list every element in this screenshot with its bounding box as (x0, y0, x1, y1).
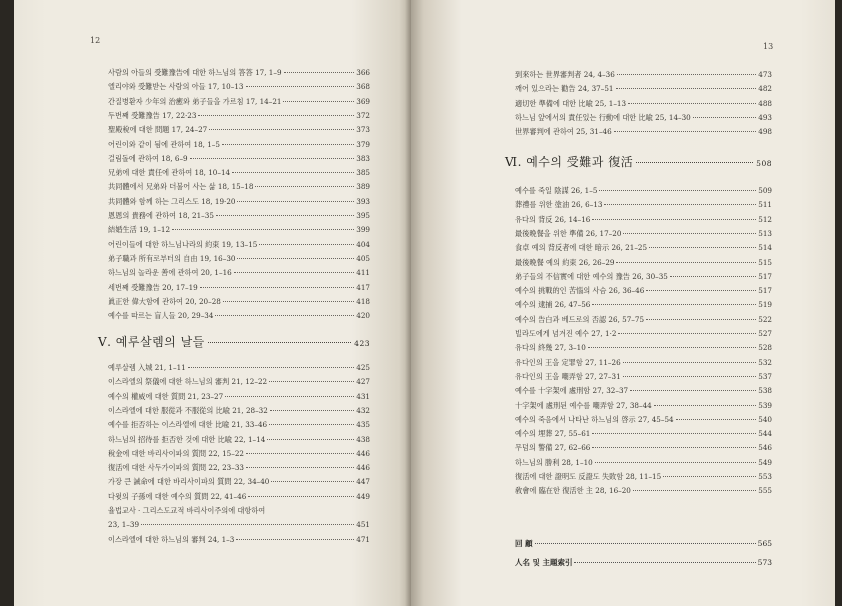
toc-entry-page: 449 (356, 491, 370, 501)
toc-entry (108, 225, 370, 235)
toc-entry-title: 兄弟에 대한 責任에 관하여 18, 10–14 (108, 168, 231, 178)
toc-entry (515, 127, 772, 137)
dot-leader (614, 130, 757, 132)
toc-entry (108, 492, 370, 502)
toc-entry-page: 555 (758, 486, 772, 496)
toc-entry-title: 가장 큰 誡命에 대한 바리사이파의 質問 22, 34–40 (108, 477, 270, 487)
dot-leader (636, 161, 753, 163)
back-matter-title: 回 顧 (515, 539, 533, 548)
toc-entry-title: 걸림돌에 관하여 18, 6–9 (108, 153, 188, 163)
toc-entry-title: 弟子職과 所有로부터의 自由 19, 16–30 (108, 253, 236, 263)
toc-entry-page: 432 (356, 405, 370, 415)
toc-entry-title: 하느님의 勝利 28, 1–10 (515, 457, 593, 467)
chapter-title: Ⅴ. 예루살렘의 날들 (98, 335, 205, 349)
toc-entry (515, 99, 772, 109)
toc-entry-title: 어린이와 같이 됨에 관하여 18, 1–5 (108, 139, 220, 149)
toc-entry-title: 빌라도에게 넘겨진 예수 27, 1·2 (515, 329, 617, 338)
toc-entry (515, 215, 772, 225)
toc-entry-page: 519 (758, 300, 772, 310)
dot-leader (623, 375, 757, 377)
toc-entry-page: 372 (356, 110, 370, 120)
chapter-page: 423 (354, 339, 370, 348)
chapter-heading-vi (505, 153, 772, 170)
toc-entry-page: 532 (758, 357, 772, 367)
dot-leader (271, 480, 354, 482)
toc-entry (515, 458, 772, 468)
toc-entry (108, 140, 370, 150)
toc-entry (108, 268, 370, 278)
toc-entry-title: 弟子들의 不信實에 대한 예수의 豫告 26, 30–35 (515, 271, 668, 281)
toc-entry-title: 예수를 十字架에 處刑함 27, 32–37 (515, 386, 629, 396)
toc-entry-title: 葬禮를 위한 塗油 26, 6–13 (515, 200, 603, 210)
toc-entry (108, 311, 370, 321)
toc-entry-title: 율법교사 · 그리스도교적 바리사이주의에 대항하여 (108, 506, 266, 515)
dot-leader (663, 475, 756, 477)
dot-leader (617, 73, 756, 75)
toc-entry-page: 427 (356, 377, 370, 387)
dot-leader (246, 466, 354, 468)
toc-entry-title: 結婚生活 19, 1–12 (108, 225, 171, 235)
dot-leader (592, 303, 756, 305)
toc-entry-title: 예수를 拒否하는 이스라엘에 대한 比喩 21, 33–46 (108, 420, 268, 430)
back-matter-page: 573 (757, 558, 772, 567)
toc-entry-title: 예루살렘 入城 21, 1–11 (108, 363, 186, 372)
toc-entry-title: 適切한 準備에 대한 比喩 25, 1–13 (515, 98, 627, 108)
toc-entry (108, 182, 370, 192)
back-matter-title: 人名 및 主題索引 (515, 558, 573, 567)
dot-leader (628, 102, 756, 104)
dot-leader (270, 409, 354, 411)
dot-leader (200, 286, 355, 288)
toc-entry-page: 385 (356, 168, 370, 178)
toc-entry-page: 389 (356, 182, 370, 192)
dot-leader (248, 495, 354, 497)
toc-entry-title: 聖殿稅에 대한 問題 17, 24–27 (108, 125, 208, 135)
toc-entry-title: 다윗의 子孫에 대한 예수의 質問 22, 41–46 (108, 491, 247, 501)
toc-entry (108, 449, 370, 459)
dot-leader (222, 143, 354, 145)
toc-entry-title: 稅金에 대한 바리사이파의 質問 22, 15–22 (108, 448, 244, 458)
toc-entry (515, 186, 772, 196)
toc-entry (108, 68, 370, 78)
back-matter-page: 565 (757, 539, 772, 548)
toc-entry (108, 154, 370, 164)
toc-entry-title: 예수의 죽음에서 나타난 하느님의 啓示 27, 45–54 (515, 414, 674, 424)
toc-entry-page: 537 (758, 371, 772, 381)
toc-entry (515, 372, 772, 382)
toc-entry (108, 506, 370, 516)
toc-entry (108, 283, 370, 293)
toc-entry-title: 예수의 挑戰的인 苦惱의 사슴 26, 36–46 (515, 286, 645, 296)
dot-leader (616, 87, 757, 89)
toc-entry-page: 425 (356, 363, 370, 372)
dot-leader (269, 423, 354, 425)
toc-entry (515, 300, 772, 310)
toc-entry-title: 예수의 逮捕 26, 47–56 (515, 300, 591, 310)
dot-leader (223, 300, 354, 302)
toc-entry-title: 유다인의 王을 嘲弄함 27, 27–31 (515, 371, 621, 381)
dot-leader (649, 246, 756, 248)
toc-entry (515, 358, 772, 368)
toc-entry-title: 敎會에 臨在한 復活한 主 28, 16–20 (515, 486, 631, 496)
dot-leader (198, 114, 354, 116)
toc-entry (108, 125, 370, 135)
toc-entry (515, 113, 772, 123)
toc-entry-title: 사람의 아들의 受難豫告에 대한 하느님의 答答 17, 1–9 (108, 68, 282, 77)
dot-leader (216, 214, 354, 216)
toc-entry-title: 十字架에 處刑된 예수를 嘲弄함 27, 38–44 (515, 400, 652, 410)
toc-entry-title: 유다의 終幾 27, 3–10 (515, 343, 586, 353)
toc-entry-page: 451 (356, 520, 370, 530)
toc-entry-page: 399 (356, 225, 370, 235)
dot-leader (604, 203, 756, 205)
toc-entry-page: 446 (356, 448, 370, 458)
toc-entry (108, 97, 370, 107)
dot-leader (592, 432, 756, 434)
dot-leader (592, 446, 756, 448)
toc-entry-title: 간질병환자 少年의 治癒와 弟子들을 가르침 17, 14–21 (108, 96, 282, 106)
toc-entry (108, 435, 370, 445)
dot-leader (633, 489, 756, 491)
toc-entry-page: 540 (758, 414, 772, 424)
chapter-heading-v (98, 333, 370, 350)
toc-entry-page: 383 (356, 153, 370, 163)
toc-entry-page: 515 (758, 257, 772, 267)
toc-entry (108, 168, 370, 178)
toc-entry-title: 復活에 대한 證明도 反證도 失敗함 28, 11–15 (515, 472, 662, 481)
dot-leader (237, 200, 354, 202)
toc-entry (515, 286, 772, 296)
toc-entry (108, 240, 370, 250)
dot-leader (208, 341, 351, 343)
toc-entry-page: 379 (356, 139, 370, 149)
toc-entry-page: 417 (356, 282, 370, 292)
dot-leader (141, 523, 354, 525)
dot-leader (215, 314, 354, 316)
toc-entry-title: 恩恩의 貴務에 관하여 18, 21–35 (108, 211, 214, 220)
toc-entry-page: 411 (356, 268, 370, 278)
toc-entry-page: 373 (356, 125, 370, 135)
toc-entry-page: 446 (356, 463, 370, 473)
dot-leader (172, 228, 354, 230)
dot-leader (670, 275, 756, 277)
dot-leader (595, 461, 757, 463)
page-number-right: 13 (763, 42, 774, 51)
toc-entry (515, 229, 772, 239)
dot-leader (623, 232, 756, 234)
toc-entry-page: 509 (758, 186, 772, 195)
toc-entry-title: 이스라엘의 祭儀에 대한 하느님의 審判 21, 12–22 (108, 377, 268, 387)
toc-entry-title: 23, 1–39 (108, 520, 140, 530)
toc-entry-page: 473 (758, 70, 772, 79)
toc-entry-page: 528 (758, 343, 772, 353)
dot-leader (232, 171, 354, 173)
dot-leader (618, 332, 756, 334)
toc-entry-title: 이스라엘에 대한 하느님의 審判 24, 1–3 (108, 534, 235, 544)
toc-entry-title: 예수의 埋葬 27, 55–61 (515, 429, 591, 439)
toc-entry-title: 예수의 告白과 베드로의 否認 26, 57–75 (515, 314, 645, 324)
toc-entry (108, 406, 370, 416)
dot-leader (284, 71, 355, 73)
toc-entry-title: 眞正한 偉大함에 관하여 20, 20–28 (108, 296, 221, 306)
toc-entry-title: 食卓 예의 背反者에 대한 暗示 26, 21–25 (515, 243, 648, 253)
toc-entry-title: 예수를 죽일 陰謀 26, 1–5 (515, 186, 598, 195)
toc-entry (108, 111, 370, 121)
dot-leader (188, 366, 355, 368)
toc-entry-page: 512 (758, 214, 772, 224)
toc-entry-title: 復活에 대한 사두가이파의 質問 22, 23–33 (108, 463, 244, 473)
toc-entry-page: 539 (758, 400, 772, 410)
toc-entry (515, 258, 772, 268)
toc-entry-page: 366 (356, 68, 370, 77)
page-number-left: 12 (90, 36, 101, 45)
toc-entry-page: 546 (758, 443, 772, 453)
toc-entry (108, 363, 370, 373)
dot-leader (190, 157, 355, 159)
toc-entry-page: 517 (758, 271, 772, 281)
toc-entry-title: 유다의 背反 26, 14–16 (515, 214, 591, 224)
toc-entry-title: 어린이들에 대한 하느님나라의 約束 19, 13–15 (108, 239, 258, 249)
toc-entry (515, 343, 772, 353)
toc-entry (108, 82, 370, 92)
toc-entry-page: 369 (356, 96, 370, 106)
toc-entry-page: 438 (356, 434, 370, 444)
chapter-title: Ⅵ. 예수의 受難과 復活 (505, 155, 634, 169)
toc-entry-page: 447 (356, 477, 370, 487)
toc-entry (108, 392, 370, 402)
toc-entry (515, 386, 772, 396)
toc-entry (515, 272, 772, 282)
toc-entry (108, 297, 370, 307)
toc-entry-title: 무덤의 警備 27, 62–66 (515, 443, 591, 453)
toc-entry (108, 463, 370, 473)
toc-entry-page: 418 (356, 296, 370, 306)
toc-entry (515, 486, 772, 496)
toc-entry (108, 420, 370, 430)
dot-leader (588, 346, 756, 348)
dot-leader (209, 128, 354, 130)
toc-entry-title: 하느님의 놀라운 善에 관하여 20, 1–16 (108, 268, 232, 278)
dot-leader (693, 116, 757, 118)
toc-entry (108, 520, 370, 530)
toc-entry-page: 522 (758, 314, 772, 324)
dot-leader (623, 361, 757, 363)
toc-entry (108, 477, 370, 487)
toc-entry (515, 84, 772, 94)
toc-entry-title: 最後晩餐 예의 約束 26, 26–29 (515, 257, 615, 267)
dot-leader (246, 452, 354, 454)
toc-entry-page: 514 (758, 243, 772, 253)
toc-entry (515, 472, 772, 482)
toc-entry (108, 377, 370, 387)
toc-entry-page: 511 (758, 200, 772, 210)
toc-entry-page: 549 (758, 457, 772, 467)
toc-entry-page: 431 (356, 391, 370, 401)
toc-entry-title: 이스라엘에 대한 服從과 不服從의 比喩 21, 28–32 (108, 405, 268, 415)
dot-leader (269, 380, 354, 382)
dot-leader (535, 542, 756, 544)
back-matter-entry (515, 557, 772, 568)
toc-entry-title: 到來하는 世界審判者 24, 4–36 (515, 70, 615, 79)
chapter-page: 508 (756, 159, 772, 168)
toc-entry-page: 498 (758, 127, 772, 137)
toc-entry (108, 211, 370, 221)
dot-leader (246, 85, 355, 87)
toc-entry-page: 538 (758, 386, 772, 396)
dot-leader (283, 100, 354, 102)
toc-entry-title: 하느님의 招待를 拒否한 것에 대한 比喩 22, 1–14 (108, 434, 266, 444)
toc-entry (515, 70, 772, 80)
dot-leader (236, 538, 354, 540)
toc-entry-title: 하느님 앞에서의 責任있는 行動에 대한 比喩 25, 14–30 (515, 112, 691, 122)
toc-entry-page: 513 (758, 228, 772, 238)
toc-entry-page: 471 (356, 534, 370, 544)
toc-entry (108, 197, 370, 207)
toc-entry-page: 482 (758, 84, 772, 94)
toc-entry-page: 404 (356, 239, 370, 249)
toc-entry-page: 527 (758, 329, 772, 338)
toc-entry-title: 세번째 受難豫告 20, 17–19 (108, 282, 198, 292)
dot-leader (237, 257, 354, 259)
toc-entry-title: 예수를 따르는 盲人들 20, 29–34 (108, 311, 214, 321)
dot-leader (267, 438, 354, 440)
toc-entry-title: 유다인의 王을 定罪함 27, 11–26 (515, 357, 621, 367)
toc-entry-page: 420 (356, 311, 370, 321)
toc-entry-page: 393 (356, 196, 370, 206)
dot-leader (234, 271, 355, 273)
toc-entry-title: 共同體에서 兄弟와 더불어 사는 삶 18, 15–18 (108, 182, 254, 192)
toc-entry-page: 405 (356, 253, 370, 263)
toc-entry (108, 535, 370, 545)
toc-entry (515, 329, 772, 339)
toc-entry-title: 예수의 權威에 대한 質問 21, 23–27 (108, 391, 224, 401)
toc-entry-page: 493 (758, 112, 772, 122)
toc-entry (515, 429, 772, 439)
toc-entry-title: 世界審判에 관하여 25, 31–46 (515, 127, 612, 137)
toc-entry-page: 395 (356, 211, 370, 220)
toc-entry-page: 553 (758, 472, 772, 481)
toc-entry-title: 깨어 있으라는 勸告 24, 37–51 (515, 84, 614, 94)
left-page (14, 0, 411, 606)
toc-entry (515, 243, 772, 253)
toc-entry-page: 544 (758, 429, 772, 439)
toc-entry (515, 415, 772, 425)
toc-entry (515, 401, 772, 411)
dot-leader (599, 189, 756, 191)
toc-entry-page: 435 (356, 420, 370, 430)
toc-entry-title: 最後晩餐을 위한 準備 26, 17–20 (515, 228, 622, 238)
back-matter-entry (515, 538, 772, 549)
dot-leader (255, 185, 354, 187)
toc-entry (515, 315, 772, 325)
toc-entry-page: 517 (758, 286, 772, 296)
dot-leader (225, 395, 354, 397)
dot-leader (646, 289, 756, 291)
dot-leader (592, 218, 756, 220)
toc-entry (108, 254, 370, 264)
toc-entry-title: 共同體와 함께 하는 그리스도 18, 19·20 (108, 196, 236, 206)
toc-entry (515, 200, 772, 210)
toc-entry-title: 두번째 受難豫告 17, 22·23 (108, 110, 197, 120)
toc-entry-title: 엘리야와 受難받는 사람의 아들 17, 10–13 (108, 82, 244, 92)
right-page (411, 0, 835, 606)
toc-entry-page: 488 (758, 98, 772, 108)
dot-leader (676, 418, 757, 420)
toc-entry (515, 443, 772, 453)
dot-leader (646, 318, 756, 320)
dot-leader (654, 404, 757, 406)
dot-leader (630, 389, 756, 391)
toc-entry-page: 368 (356, 82, 370, 92)
dot-leader (616, 261, 756, 263)
dot-leader (259, 243, 354, 245)
dot-leader (574, 561, 755, 563)
